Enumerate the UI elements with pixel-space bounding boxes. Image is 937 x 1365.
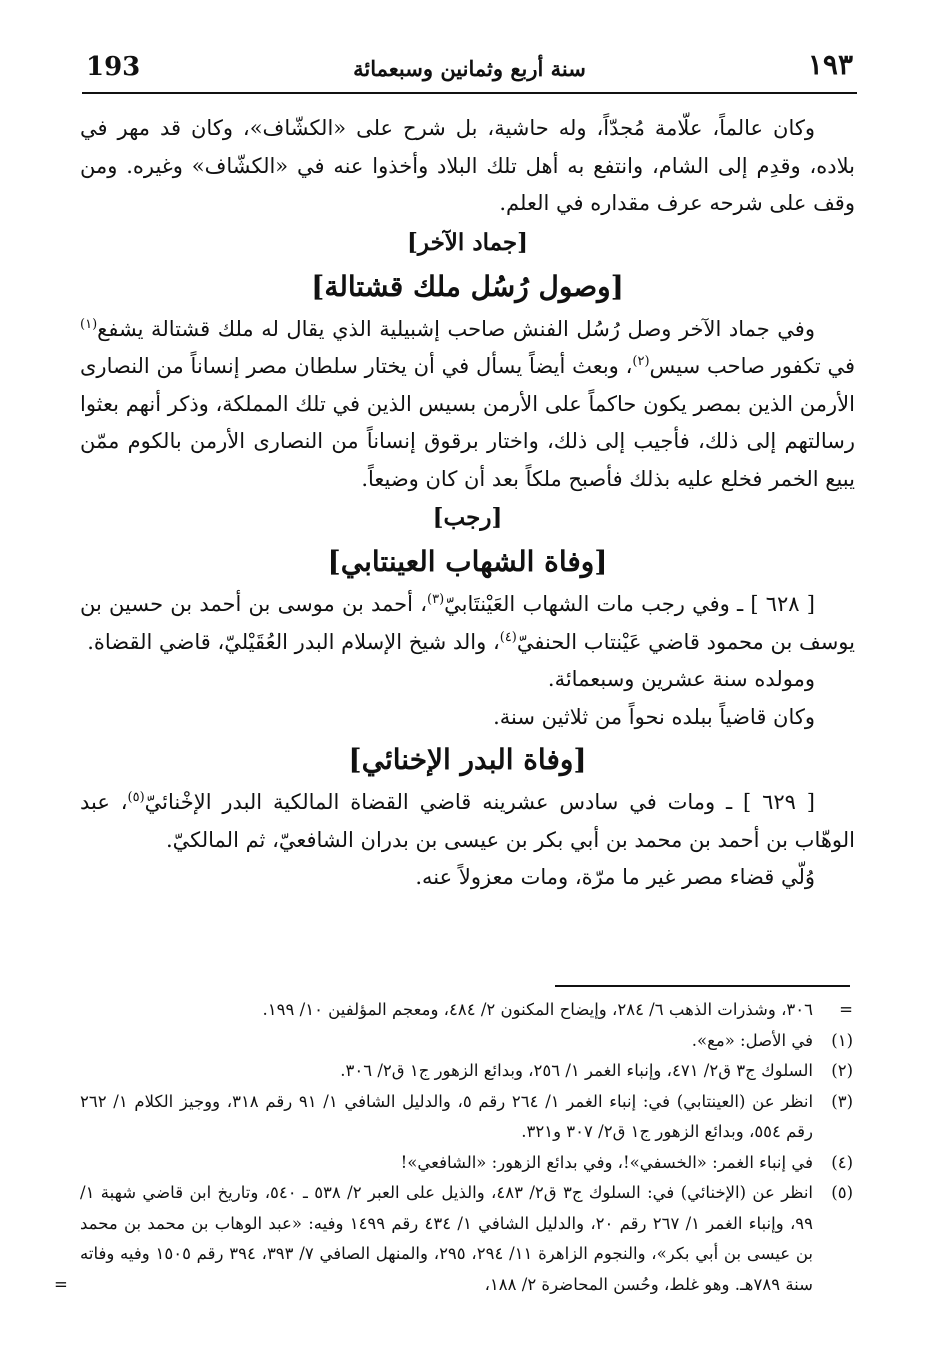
paragraph-2-text-a: وفي جماد الآخر وصل رُسُل الفنش صاحب إشبيلية الذي يقال له ملك قشتالة يشفع [97, 316, 815, 341]
entry-628-text-b: ، أحمد بن موسى بن أحمد بن حسين بن يوسف بن محمود قاضي عَيْنتاب الحنفيّ [80, 592, 855, 654]
footnote-3-text: انظر عن (العينتابي) في: إنباء الغمر ١/ ٢٦٤ رقم ٥، والدليل الشافي ١/ ٩١ رقم ٣١٨، ووجيز الكلام ١/ ٢٦٢ رقم ٥٥٤، وبدائع الزهور ج١ ق٢/ ٣٠٧ و٣٢١. [80, 1091, 814, 1141]
continues-marker: = [54, 1274, 68, 1294]
page-header [82, 48, 857, 94]
footnote-ref-2: (٢) [632, 354, 650, 369]
footnotes [54, 995, 853, 1300]
footnote-4-number: (٤) [831, 1152, 853, 1172]
entry-629 [80, 784, 855, 859]
month-heading-jumada: [جماد الآخر] [407, 228, 528, 256]
paragraph-1: وكان عالماً، علّامة مُجدّاً، وله حاشية، بل شرح على «الكشّاف»، وكان قد مهر في بلاده، وقدِم إلى الشام، وانتفع به أهل تلك البلاد وأخذوا عنه في «الكشّاف» وغيره. ومن وقف على شرحه عرف مقداره في العلم. [80, 116, 855, 215]
paragraph-2-text-c: ، وبعث أيضاً يسأل في أن يختار سلطان مصر إنساناً من النصارى الأرمن الذين بمصر يكون حاكماً على الأرمن بسيس الذين في تلك المملكة، وذكر أنهم بعثوا رسالتهم إلى ذلك، فأجيب إلى ذلك، واختار برقوق إنساناً من النصارى الأرمن بالكوم ممّن يبيع الخمر فخلع عليه بذلك فأصبح ملكاً بعد أن كان وضيعاً. [80, 354, 855, 491]
entry-628 [80, 586, 855, 661]
paragraph-office: وُلّي قضاء مصر غير ما مرّة، ومات معزولاً عنه. [415, 865, 815, 889]
footnote-4 [80, 1148, 853, 1179]
footnote-ref-3: (٣) [427, 592, 445, 607]
month-heading-rajab: [رجب] [432, 504, 503, 531]
entry-629-text-a: [ ٦٢٩ ] ـ ومات في سادس عشرينه قاضي القضاة المالكية البدر الإخْنائيّ [144, 790, 815, 814]
footnote-ref-5: (٥) [127, 790, 145, 805]
footnote-continuation-text: ٣٠٦، وشذرات الذهب ٦/ ٢٨٤، وإيضاح المكنون ٢/ ٤٨٤، ومعجم المؤلفين ١٠/ ١٩٩. [262, 1000, 813, 1019]
entry-628-text-a: [ ٦٢٨ ] ـ وفي رجب مات الشهاب العَيْنتَابيّ [444, 592, 815, 616]
paragraph-2-text-b: في تكفور صاحب سيس [649, 354, 855, 378]
section-heading-ikhnai: [وفاة البدر الإخنائي] [348, 743, 587, 776]
paragraph-birth: ومولده سنة عشرين وسبعمائة. [547, 667, 815, 691]
entry-629-text-b: ، عبد الوهّاب بن أحمد بن محمد بن أبي بكر بن عيسى بن بدران الشافعيّ، ثم المالكيّ. [80, 790, 855, 852]
paragraph-2 [80, 311, 855, 499]
footnote-1-text: في الأصل: «مع». [691, 1030, 813, 1050]
footnote-1 [80, 1026, 853, 1057]
footnote-3-number: (٣) [831, 1091, 853, 1111]
footnote-ref-1: (١) [80, 316, 98, 332]
running-title: سنة أربع وثمانين وسبعمائة [353, 56, 586, 81]
footnote-separator [555, 985, 850, 987]
footnote-5-text: انظر عن (الإخنائي) في: السلوك ج٣ ق٢/ ٤٨٣، والذيل على العبر ٢/ ٥٣٨ ـ ٥٤٠، وتاريخ ابن قاضي شهبة ١/ ٩٩، وإنباء الغمر ١/ ٢٦٧ رقم ٢٠، والدليل الشافي ١/ ٤٣٤ رقم ١٤٩٩ وفيه: «عبد الوهاب بن محمد بن محمد بن عيسى بن أبي بكر»، والنجوم الزاهرة ١١/ ٢٩٤، ٢٩٥، والمنهل الصافي ٧/ ٣٩٣، ٣٩٤ رقم ١٥٠٥ وفيه وفاته سنة ٧٨٩هـ. وهو غلط، وحُسن المحاضرة ٢/ ١٨٨، [80, 1183, 814, 1294]
footnote-2 [80, 1056, 853, 1087]
footnote-ref-4: (٤) [499, 629, 517, 645]
main-text [80, 110, 855, 897]
entry-628-text-c: ، والد شيخ الإسلام البدر العُقَيْليّ، قاضي القضاة. [87, 629, 500, 654]
footnote-1-number: (١) [831, 1030, 853, 1050]
page-number: 193 [86, 52, 141, 82]
footnote-2-number: (٢) [831, 1061, 853, 1080]
footnote-2-text: السلوك ج٣ ق٢/ ٤٧١، وإنباء الغمر ١/ ٢٥٦، وبدائع الزهور ج١ ق٢/ ٣٠٦. [340, 1061, 813, 1080]
footnote-5-number: (٥) [831, 1183, 853, 1202]
footnote-3 [80, 1087, 853, 1148]
section-heading-aintabi: [وفاة الشهاب العينتابي] [327, 545, 608, 578]
footnote-continuation [80, 995, 853, 1026]
section-heading-castile-envoys: [وصول رُسُل ملك قشتالة] [311, 269, 624, 303]
footnote-4-text: في إنباء الغمر: «الخسفي»!، وفي بدائع الزهور: «الشافعي»! [400, 1152, 813, 1172]
page-number-arabic: ١٩٣ [807, 48, 853, 81]
footnote-5 [54, 1178, 853, 1300]
paragraph-judge: وكان قاضياً ببلده نحواً من ثلاثين سنة. [493, 704, 815, 729]
continuation-marker: = [839, 1000, 853, 1019]
